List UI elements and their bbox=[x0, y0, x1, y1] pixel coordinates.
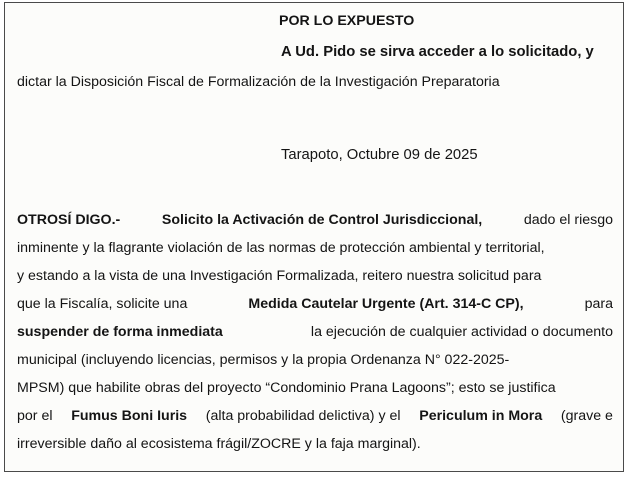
section-heading: POR LO EXPUESTO bbox=[279, 13, 415, 29]
medida-cautelar-label: Medida Cautelar Urgente (Art. 314-C CP), bbox=[248, 296, 524, 312]
otrosi-line-3: y estando a la vista de una Investigación Formalizada, reitero nuestra solicitud para bbox=[17, 268, 542, 284]
control-jurisdiccional-request: Solicito la Activación de Control Jurisdiccional, bbox=[161, 212, 483, 228]
otrosi-text: dado el riesgo bbox=[523, 212, 613, 228]
periculum-in-mora: Periculum in Mora bbox=[419, 408, 543, 424]
petition-line-1: A Ud. Pido se sirva acceder a lo solicitado, y bbox=[281, 44, 594, 60]
otrosi-line-1 bbox=[17, 211, 613, 229]
otrosi-text: (grave e bbox=[560, 408, 613, 424]
otrosi-text: que la Fiscalía, solicite una bbox=[17, 296, 188, 312]
otrosi-line-8 bbox=[17, 407, 613, 425]
otrosi-text: (alta probabilidad delictiva) y el bbox=[205, 408, 401, 424]
otrosi-text: por el bbox=[17, 408, 53, 424]
document-page bbox=[4, 2, 624, 472]
otrosi-label: OTROSÍ DIGO.- bbox=[17, 212, 121, 228]
otrosi-text: la ejecución de cualquier actividad o documento bbox=[310, 324, 613, 340]
petition-line-2: dictar la Disposición Fiscal de Formalización de la Investigación Preparatoria bbox=[17, 74, 500, 90]
fumus-boni-iuris: Fumus Boni Iuris bbox=[71, 408, 188, 424]
suspender-label: suspender de forma inmediata bbox=[17, 324, 223, 340]
otrosi-line-2: inminente y la flagrante violación de las normas de protección ambiental y territorial, bbox=[17, 240, 545, 256]
otrosi-text: para bbox=[584, 296, 613, 312]
otrosi-line-7: MPSM) que habilite obras del proyecto “Condominio Prana Lagoons”; esto se justifica bbox=[17, 380, 556, 396]
otrosi-line-4 bbox=[17, 295, 613, 313]
place-date: Tarapoto, Octubre 09 de 2025 bbox=[281, 147, 478, 163]
otrosi-line-6: municipal (incluyendo licencias, permisos y la propia Ordenanza N° 022-2025- bbox=[17, 352, 510, 368]
otrosi-line-9: irreversible daño al ecosistema frágil/ZOCRE y la faja marginal). bbox=[17, 436, 421, 452]
otrosi-line-5 bbox=[17, 323, 613, 341]
